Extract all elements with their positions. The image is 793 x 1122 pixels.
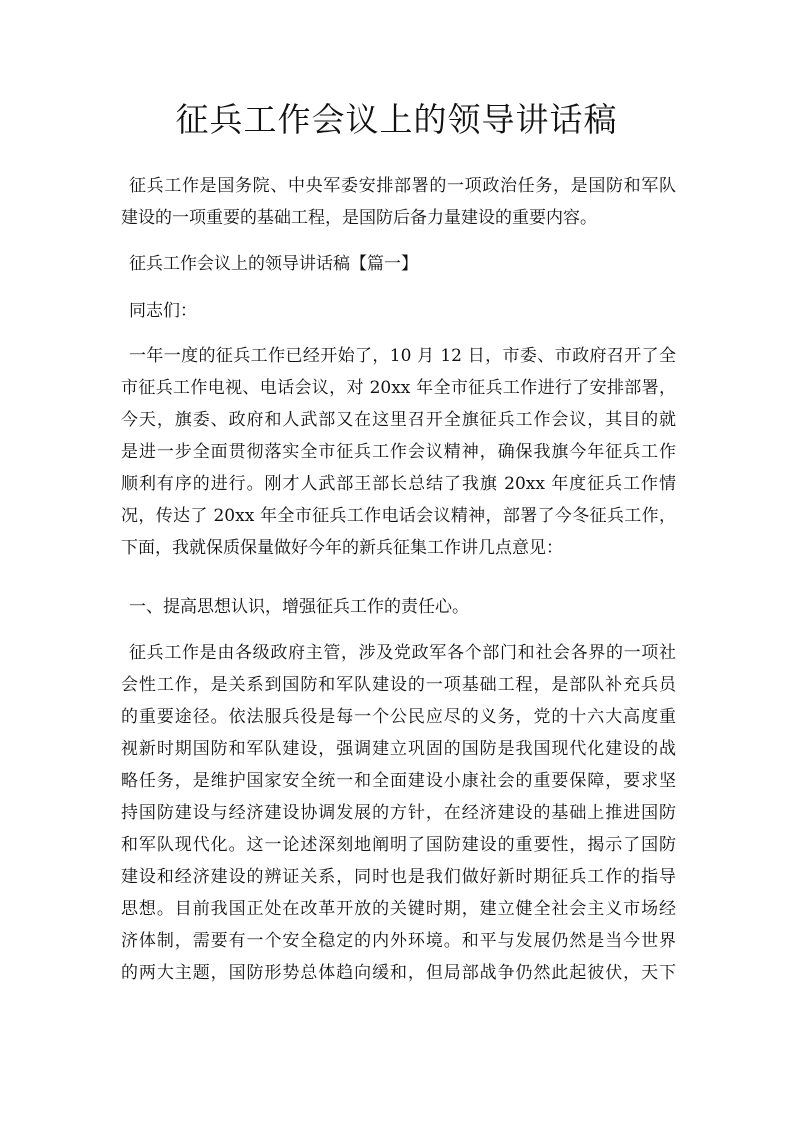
- paragraph-line: 思想。目前我国正处在改革开放的关键时期，建立健全社会主义市场经: [121, 899, 676, 919]
- point-one-body-paragraph: [121, 637, 676, 989]
- salutation: 同志们：: [129, 301, 197, 321]
- opening-paragraph: [121, 340, 676, 564]
- paragraph-line: 济体制，需要有一个安全稳定的内外环境。和平与发展仍然是当今世界: [121, 931, 676, 951]
- paragraph-line: 下面，我就保质保量做好今年的新兵征集工作讲几点意见：: [121, 538, 563, 558]
- paragraph-line: 视新时期国防和军队建设，强调建立巩固的国防是我国现代化建设的战: [121, 739, 676, 759]
- paragraph-line: 会性工作，是关系到国防和军队建设的一项基础工程，是部队补充兵员: [121, 675, 676, 695]
- paragraph-line: 一年一度的征兵工作已经开始了，10 月 12 日，市委、市政府召开了全: [129, 346, 676, 366]
- paragraph-line: 顺利有序的进行。刚才人武部王部长总结了我旗 20xx 年度征兵工作情: [121, 474, 676, 494]
- intro-paragraph: [121, 170, 676, 234]
- paragraph-line: 建设的一项重要的基础工程，是国防后备力量建设的重要内容。: [121, 208, 597, 228]
- paragraph-line: 持国防建设与经济建设协调发展的方针，在经济建设的基础上推进国防: [121, 803, 676, 823]
- paragraph-line: 是进一步全面贯彻落实全市征兵工作会议精神，确保我旗今年征兵工作: [121, 442, 676, 462]
- salutation-paragraph: [121, 295, 676, 327]
- section-heading-paragraph: [121, 248, 676, 280]
- paragraph-line: 况，传达了 20xx 年全市征兵工作电话会议精神，部署了今冬征兵工作，: [121, 506, 676, 526]
- paragraph-line: 的重要途径。依法服兵役是每一个公民应尽的义务，党的十六大高度重: [121, 707, 676, 727]
- paragraph-line: 的两大主题，国防形势总体趋向缓和，但局部战争仍然此起彼伏，天下: [121, 963, 676, 983]
- paragraph-line: 征兵工作是国务院、中央军委安排部署的一项政治任务，是国防和军队: [129, 176, 676, 196]
- point-one-heading-paragraph: [121, 591, 676, 623]
- section-heading: 征兵工作会议上的领导讲话稿【篇一】: [129, 254, 418, 274]
- paragraph-line: 征兵工作是由各级政府主管，涉及党政军各个部门和社会各界的一项社: [129, 643, 676, 663]
- paragraph-line: 市征兵工作电视、电话会议，对 20xx 年全市征兵工作进行了安排部署，: [121, 378, 676, 398]
- paragraph-line: 今天，旗委、政府和人武部又在这里召开全旗征兵工作会议，其目的就: [121, 410, 676, 430]
- paragraph-line: 建设和经济建设的辨证关系，同时也是我们做好新时期征兵工作的指导: [121, 867, 676, 887]
- paragraph-line: 和军队现代化。这一论述深刻地阐明了国防建设的重要性，揭示了国防: [121, 835, 676, 855]
- paragraph-line: 略任务，是维护国家安全统一和全面建设小康社会的重要保障，要求坚: [121, 771, 676, 791]
- document-title: 征兵工作会议上的领导讲话稿: [175, 100, 618, 139]
- point-heading: 一、提高思想认识，增强征兵工作的责任心。: [129, 597, 469, 617]
